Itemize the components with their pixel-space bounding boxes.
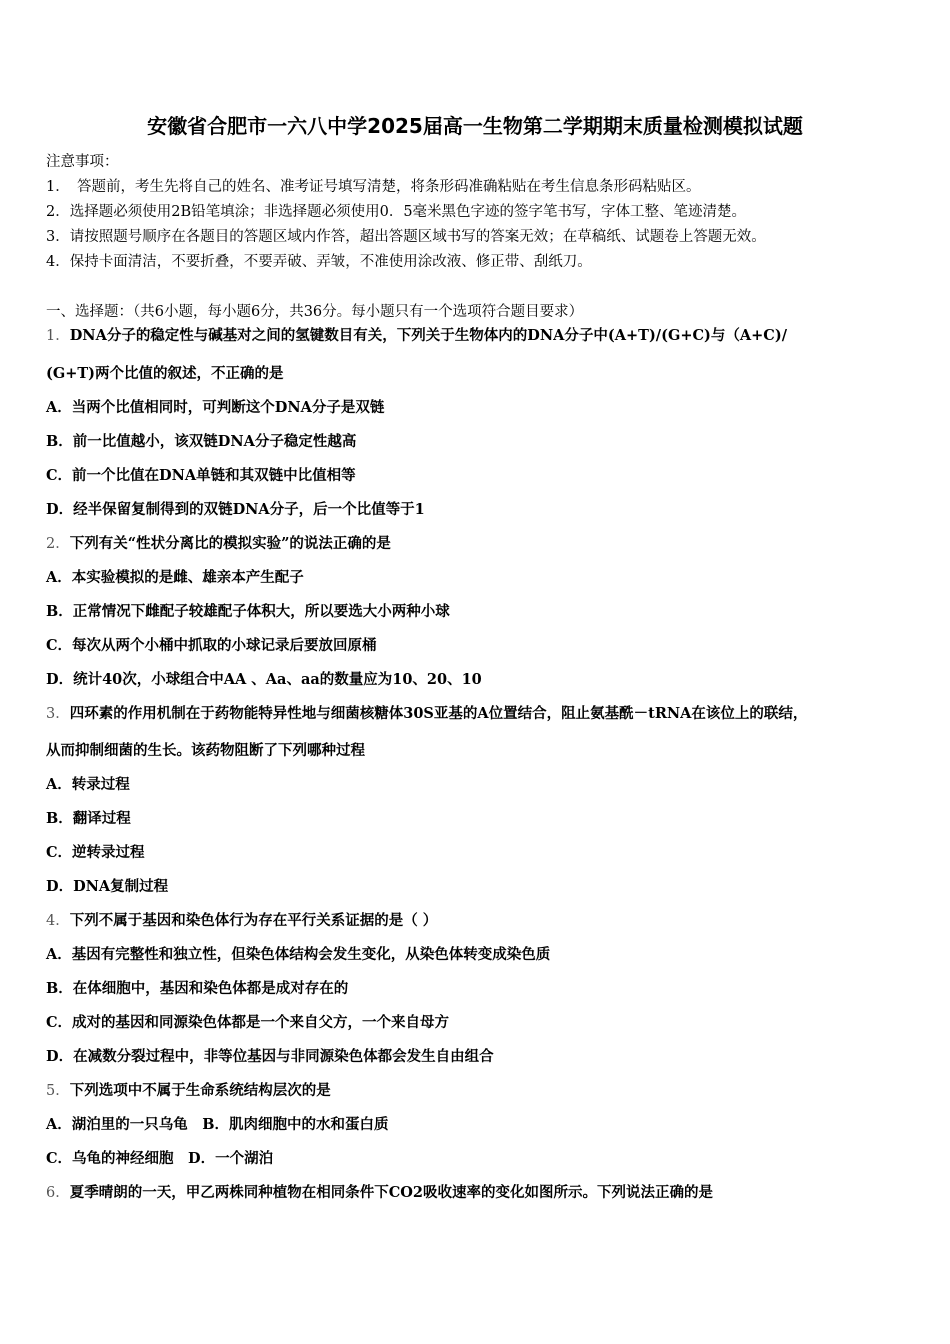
option-b: B．前一比值越小，该双链DNA分子稳定性越高: [46, 433, 357, 450]
question-4-stem: [46, 911, 437, 931]
question-number: 6．: [46, 1185, 70, 1201]
notice-item: 1． 答题前，考生先将自己的姓名、准考证号填写清楚，将条形码准确粘贴在考生信息条形码粘贴区。: [46, 179, 701, 195]
question-number: 5．: [46, 1083, 70, 1099]
notice-item: 4．保持卡面清洁，不要折叠，不要弄破、弄皱，不准使用涂改液、修正带、刮纸刀。: [46, 254, 592, 270]
notice-item: 3．请按照题号顺序在各题目的答题区域内作答，超出答题区域书写的答案无效；在草稿纸、试题卷上答题无效。: [46, 229, 766, 245]
question-stem-line: 四环素的作用机制在于药物能特异性地与细菌核糖体30S亚基的A位置结合，阻止氨基酰－tRNA在该位上的联结，: [69, 705, 808, 722]
page-title: 安徽省合肥市一六八中学2025届高一生物第二学期期末质量检测模拟试题: [147, 114, 803, 138]
question-5-stem: [46, 1081, 331, 1101]
question-stem-line: 夏季晴朗的一天，甲乙两株同种植物在相同条件下CO2吸收速率的变化如图所示。下列说法正确的是: [69, 1184, 713, 1201]
question-stem-line: 下列有关“性状分离比的模拟实验”的说法正确的是: [69, 535, 391, 552]
section-heading: 一、选择题：（共6小题，每小题6分，共36分。每小题只有一个选项符合题目要求）: [46, 304, 584, 320]
option-c: C．成对的基因和同源染色体都是一个来自父方，一个来自母方: [46, 1014, 450, 1031]
option-c: C．前一个比值在DNA单链和其双链中比值相等: [46, 467, 356, 484]
option-a: A．当两个比值相同时，可判断这个DNA分子是双链: [46, 399, 385, 416]
question-stem-line: 下列选项中不属于生命系统结构层次的是: [69, 1082, 331, 1099]
option-d: D．在减数分裂过程中，非等位基因与非同源染色体都会发生自由组合: [46, 1048, 494, 1065]
question-stem-line: DNA分子的稳定性与碱基对之间的氢键数目有关，下列关于生物体内的DNA分子中(A+T)/(G+C)与（A+C)/: [69, 327, 787, 344]
question-6-stem: [46, 1183, 713, 1203]
notice-heading: 注意事项：: [46, 154, 119, 170]
question-number: 1．: [46, 328, 70, 344]
question-number: 4．: [46, 913, 70, 929]
option-d: D．统计40次，小球组合中AA 、Aa、aa的数量应为10、20、10: [46, 671, 482, 688]
option-b: B．在体细胞中，基因和染色体都是成对存在的: [46, 980, 349, 997]
option-b: B．正常情况下雌配子较雄配子体积大，所以要选大小两种小球: [46, 603, 450, 620]
question-stem-line: 从而抑制细菌的生长。该药物阻断了下列哪种过程: [46, 742, 365, 759]
question-2-stem: [46, 534, 391, 554]
notice-item: 2．选择题必须使用2B铅笔填涂；非选择题必须使用0．5毫米黑色字迹的签字笔书写，字体工整、笔迹清楚。: [46, 204, 747, 220]
question-1-stem: [46, 326, 787, 346]
option-b: B．翻译过程: [46, 810, 131, 827]
option-d: D．DNA复制过程: [46, 878, 169, 895]
question-stem-line: 下列不属于基因和染色体行为存在平行关系证据的是（ ）: [69, 912, 438, 929]
option-c: C．逆转录过程: [46, 844, 145, 861]
option-c-d: C．乌龟的神经细胞 D．一个湖泊: [46, 1150, 274, 1167]
option-c: C．每次从两个小桶中抓取的小球记录后要放回原桶: [46, 637, 377, 654]
option-a: A．本实验模拟的是雌、雄亲本产生配子: [46, 569, 304, 586]
question-stem-line: (G+T)两个比值的叙述，不正确的是: [46, 365, 284, 382]
option-a: A．基因有完整性和独立性，但染色体结构会发生变化，从染色体转变成染色质: [46, 946, 551, 963]
option-a: A．转录过程: [46, 776, 130, 793]
question-number: 3．: [46, 706, 70, 722]
option-a-b: A．湖泊里的一只乌龟 B．肌肉细胞中的水和蛋白质: [46, 1116, 389, 1133]
question-3-stem: [46, 704, 807, 724]
question-number: 2．: [46, 536, 70, 552]
option-d: D．经半保留复制得到的双链DNA分子，后一个比值等于1: [46, 501, 425, 518]
